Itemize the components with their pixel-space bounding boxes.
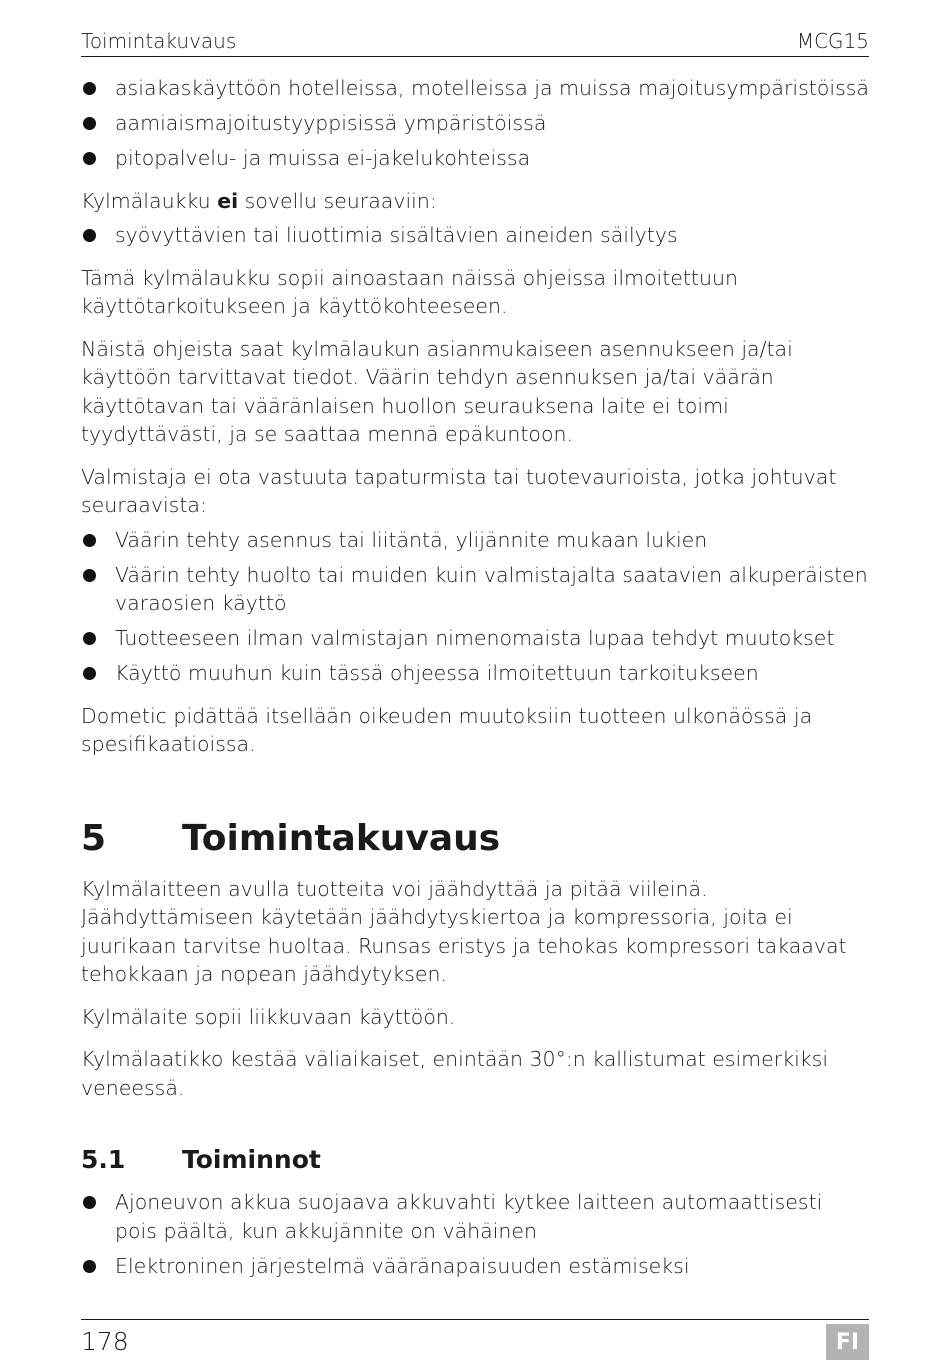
purpose-paragraph: Tämä kylmälaukku sopii ainoastaan näissä ohjeissa ilmoitettuun käyttötarkoitukseen ja käyttökohteeseen. <box>81 265 738 318</box>
section-paragraph: Kylmälaatikko kestää väliaikaiset, enintään 30°:n kallistumat esimerkiksi veneessä. <box>81 1047 829 1100</box>
list-item: aamiaismajoitustyyppisissä ympäristöissä <box>81 109 869 138</box>
rights-paragraph: Dometic pidättää itsellään oikeuden muutoksiin tuotteen ulkonäössä ja spesifikaatioissa. <box>81 703 813 756</box>
list-item: Väärin tehty asennus tai liitäntä, ylijännite mukaan lukien <box>81 526 869 555</box>
list-item: Väärin tehty huolto tai muiden kuin valmistajalta saatavien alkuperäisten varaosien käyttö <box>81 561 869 618</box>
running-header <box>81 28 869 57</box>
list-item: Elektroninen järjestelmä vääränapaisuuden estämiseksi <box>81 1252 869 1281</box>
section-paragraph: Kylmälaite sopii liikkuvaan käyttöön. <box>81 1004 456 1029</box>
not-suitable-list <box>81 221 869 250</box>
section-number: 5 <box>81 817 107 859</box>
liability-paragraph: Valmistaja ei ota vastuuta tapaturmista tai tuotevaurioista, jotka johtuvat seuraavista: <box>81 464 837 517</box>
list-item: pitopalvelu- ja muissa ei-jakelukohteissa <box>81 144 869 173</box>
not-suitable-text-before: Kylmälaukku <box>81 188 218 213</box>
header-section-title: Toimintakuvaus <box>81 29 237 53</box>
header-model-name: MCG15 <box>796 29 869 53</box>
list-item: Käyttö muuhun kuin tässä ohjeessa ilmoitettuun tarkoitukseen <box>81 659 869 688</box>
language-tab: FI <box>826 1324 869 1360</box>
section-paragraph: Kylmälaitteen avulla tuotteita voi jäähdyttää ja pitää viileinä. Jäähdyttämiseen käytetään jäähdytyskiertoa ja kompressoria, joita ei juurikaan tarvitse huoltaa. Runsas eristys ja tehokas kompressori takaavat tehokkaan ja nopean jäähdytyksen. <box>81 876 847 986</box>
instructions-paragraph: Näistä ohjeista saat kylmälaukun asianmukaiseen asennukseen ja/tai käyttöön tarvittavat tiedot. Väärin tehdyn asennuksen ja/tai väärän käyttötavan tai vääränlaisen huollon seurauksena laite ei toimi tyydyttävästi, ja se saattaa mennä epäkuntoon. <box>81 336 793 446</box>
subsection-title: Toiminnot <box>182 1145 321 1174</box>
list-item: Ajoneuvon akkua suojaava akkuvahti kytkee laitteen automaattisesti pois päältä, kun akkujännite on vähäinen <box>81 1188 869 1245</box>
list-item: asiakaskäyttöön hotelleissa, motelleissa ja muissa majoitusympäristöissä <box>81 74 869 103</box>
list-item: Tuotteeseen ilman valmistajan nimenomaista lupaa tehdyt muutokset <box>81 624 869 653</box>
subsection-heading <box>81 1144 869 1176</box>
not-suitable-text-after: sovellu seuraaviin: <box>238 188 437 213</box>
section-heading <box>81 817 869 861</box>
subsection-number: 5.1 <box>81 1145 126 1174</box>
not-suitable-intro <box>81 187 869 216</box>
not-suitable-emphasis: ei <box>217 188 239 213</box>
page-number: 178 <box>81 1327 129 1356</box>
page-content <box>81 74 869 1294</box>
usage-list <box>81 74 869 173</box>
features-list <box>81 1188 869 1280</box>
section-title: Toimintakuvaus <box>182 817 501 859</box>
manual-page <box>81 0 869 1362</box>
page-footer <box>81 1319 869 1363</box>
liability-list <box>81 526 869 688</box>
list-item: syövyttävien tai liuottimia sisältävien aineiden säilytys <box>81 221 869 250</box>
